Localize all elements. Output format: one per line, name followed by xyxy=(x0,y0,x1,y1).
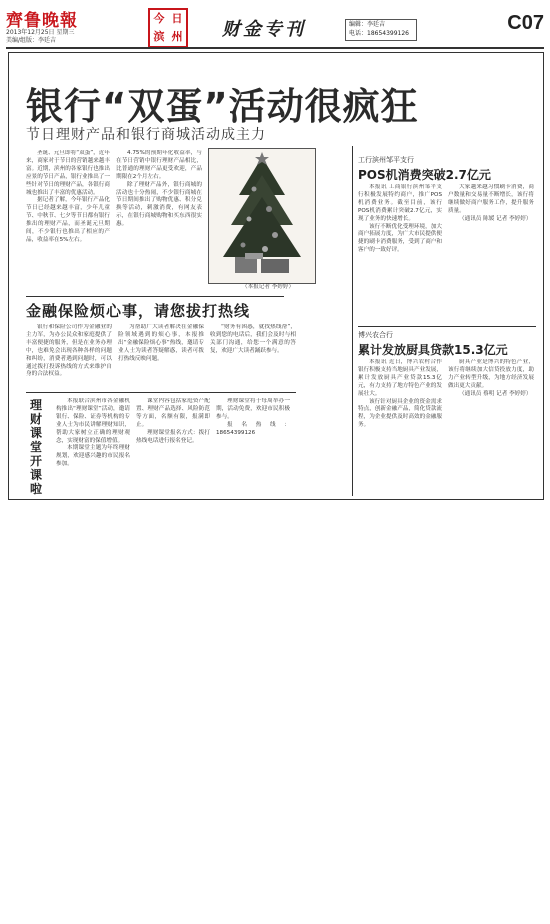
main-story-col1 xyxy=(26,150,110,290)
paragraph: 厨具产业是博兴的特色产业，该行将继续加大信贷投放力度，助力产业转型升级，为地方经济发展做出更大贡献。 xyxy=(448,359,534,389)
finance-class-tag: 理财课堂开课啦 xyxy=(30,398,43,496)
main-story-col2 xyxy=(116,150,202,290)
seal-char: 滨 xyxy=(153,30,165,43)
paragraph: 本报讯 近日，博兴农村合作银行积极支持当地厨具产业发展，累计发放厨具产业贷款15.3亿元，有力支持了地方特色产业的发展壮大。 xyxy=(358,359,442,397)
paragraph: 除了理财产品外，银行商城的活动也十分热闹，不少银行商城在节日期间推出了购物优惠、积分兑换等活动，刺激消费，有网友表示，在银行商城购物和买东西很实惠。 xyxy=(116,181,202,228)
story2-kicker: 博兴农合行 xyxy=(358,331,393,339)
story2-col-left xyxy=(358,359,442,493)
paragraph: 大家越来越习惯刷卡消费，商户数量和交易量不断增长，该行将继续做好商户服务工作，提升服务质量。 xyxy=(448,184,534,214)
column-divider xyxy=(352,146,353,496)
editor-phone: 电话：18654399126 xyxy=(349,30,409,37)
editor-credit: 美编/组版：李廷吉 xyxy=(6,37,57,44)
photo-credit: （本报记者 李婷婷） xyxy=(242,284,295,290)
paragraph: 银行和保险公司作为金融业的主力军，为办公民众和家庭提供了丰富便捷的服务，但是在业务办理中，也难免会出现各种各样的问题和纠纷，消费者遇到问题时，可以通过拨打投诉热线的方式来维护自身的合法权益。 xyxy=(26,324,112,378)
section-title: 财金专刊 xyxy=(222,19,306,40)
paragraph: 该行不断优化受理环境，加大商户拓展力度，为广大市民提供便捷的刷卡消费服务，受到了商户和客户的一致好评。 xyxy=(358,223,442,254)
christmas-tree-icon xyxy=(209,149,315,283)
paragraph: 本报联合滨州市各金融机构推出“理财课堂”活动，邀请银行、保险、证券等机构的专业人士为市民讲解理财知识，帮助大家树立正确的理财观念，实现财富的保值增值。 xyxy=(56,398,130,444)
jinri-binzhou-seal xyxy=(148,8,188,48)
issue-date: 2013年12月25日 星期三 xyxy=(6,29,75,36)
page-number: C07 xyxy=(507,12,544,34)
insurance-col3 xyxy=(210,324,296,390)
date-line xyxy=(6,29,74,45)
box-rule xyxy=(26,392,296,393)
main-subhead: 节日理财产品和银行商城活动成主力 xyxy=(26,127,266,143)
insurance-headline: 金融保险烦心事，请您拔打热线 xyxy=(26,302,251,320)
paragraph: 报名热线：18654399126 xyxy=(216,421,290,436)
newspaper-logo: 齊鲁晚報 xyxy=(6,11,78,31)
paragraph: 本期课堂主题为年终理财规划，欢迎感兴趣的市民报名参加。 xyxy=(56,445,130,468)
editor-info-box xyxy=(345,19,417,41)
editor-name: 编辑：李廷吉 xyxy=(349,21,386,28)
insurance-col2 xyxy=(118,324,204,390)
paragraph: 4.75%的预期年化收益率，与在节日营销中银行理财产品相比，比普通的理财产品更受欢迎，产品期限在2个月左右。 xyxy=(116,150,202,180)
seal-char: 州 xyxy=(171,30,183,43)
story1-headline: POS机消费突破2.7亿元 xyxy=(358,168,491,182)
finance-class-col3 xyxy=(216,398,290,494)
story2-headline: 累计发放厨具贷款15.3亿元 xyxy=(358,343,508,357)
finance-class-col2 xyxy=(136,398,210,494)
paragraph: 理财课堂将于每周举办一期，活动免费，欢迎市民积极参与。 xyxy=(216,398,290,420)
paragraph: 为帮助广大读者解决在金融保险领域遇到的烦心事，本报推出“金融保险烦心事”热线，邀请专业人士为读者答疑解惑，读者可拨打热线反映问题。 xyxy=(118,324,204,362)
insurance-col1 xyxy=(26,324,112,390)
masthead-rule xyxy=(6,47,544,49)
seal-char: 今 xyxy=(153,12,165,25)
story1-col-left xyxy=(358,184,442,324)
seal-char: 日 xyxy=(171,12,183,25)
paragraph: 课堂内容包括家庭资产配置、理财产品选择、风险防范等方面，名额有限，报满即止。 xyxy=(136,398,210,428)
paragraph: 据记者了解，今年银行产品化节日已经越来越丰富，少年儿童节、中秋节、七夕等节日都有银行推出的理财产品，而圣诞元旦期间，不少银行也推出了相应的产品，收益率在5%左右。 xyxy=(26,197,110,243)
reporter-credit: （通讯员 陈媛 记者 李婷婷） xyxy=(459,215,532,222)
reporter-credit: （通讯员 蔡明 记者 李婷婷） xyxy=(459,390,532,397)
story1-kicker: 工行滨州邹平支行 xyxy=(358,156,414,164)
story-rule xyxy=(358,326,536,327)
story1-col-right xyxy=(448,184,534,324)
section-rule xyxy=(26,296,284,297)
story2-col-right xyxy=(448,359,534,493)
paragraph: “财务有困惑，就找热线帮”，收到您的电话后，我们会及时与相关部门沟通，给您一个满意的答复，欢迎广大读者踊跃参与。 xyxy=(210,324,296,354)
paragraph: 理财课堂报名方式：拨打热线电话进行报名登记。 xyxy=(136,429,210,444)
paragraph: 该行针对厨具企业的资金需求特点，创新金融产品，简化贷款流程，为企业提供及时高效的金融服务。 xyxy=(358,398,442,429)
paragraph: 圣诞、元旦即将“双蛋”，近年来，商家对于节日的营销越来越丰富。近期，滨州的各家银行也推出应景的节日产品，银行业推出了一些针对节日的理财产品，各银行商城也推出了丰富的优惠活动。 xyxy=(26,150,110,196)
finance-class-col1 xyxy=(56,398,130,494)
paragraph: 本报讯 工商银行滨州邹平支行积极发展特约商户，推广POS机消费业务。截至目前，该行POS机消费累计突破2.7亿元，实现了业务的快速增长。 xyxy=(358,184,442,222)
main-headline: 银行“双蛋”活动很疯狂 xyxy=(26,85,419,128)
christmas-tree-photo xyxy=(208,148,316,284)
